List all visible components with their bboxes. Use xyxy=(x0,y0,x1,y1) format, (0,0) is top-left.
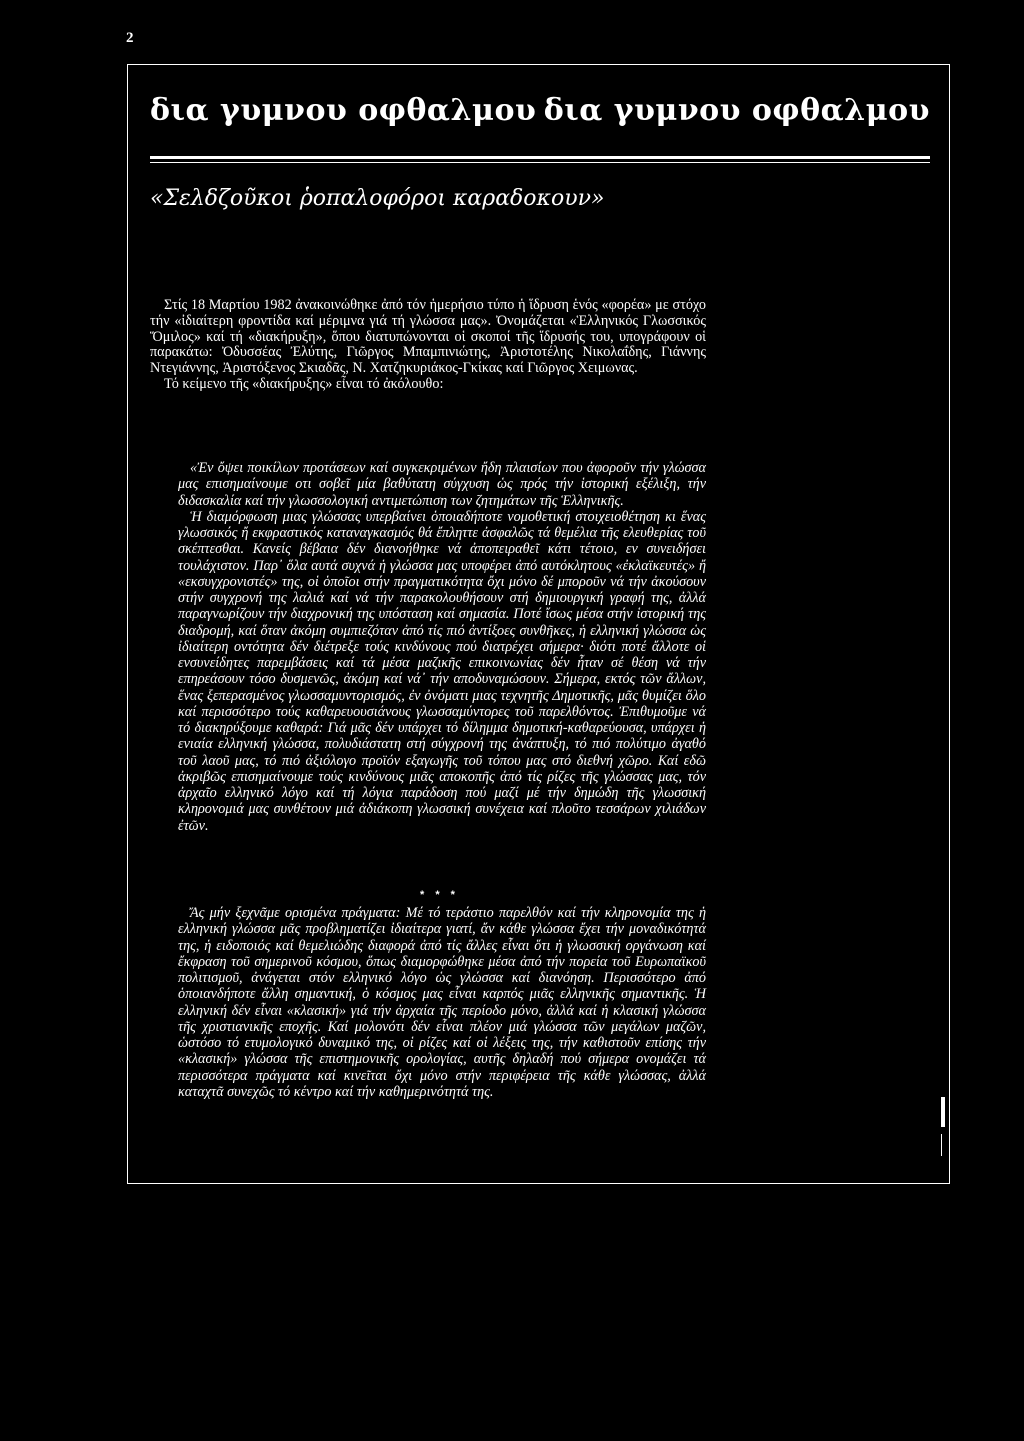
section-separator: * * * xyxy=(420,889,459,901)
masthead-rule-thin xyxy=(150,162,930,163)
margin-mark xyxy=(941,1097,945,1127)
article-headline: «Σελδζοῦκοι ῥοπαλοφόροι καραδοκουν» xyxy=(150,186,605,211)
masthead-title-left: δια γυμνου οφθαλμου xyxy=(150,92,537,128)
quote-paragraph: Ἄς μήν ξεχνᾶμε ορισμένα πράγματα: Μέ τό τεράστιο παρελθόν καί τήν κληρονομία της ἡ ελληνική γλώσσα μᾶς προβληματίζει ἰδιαίτερα γιατί, ἄν κάθε γλώσσα ἔχει τήν μοναδικότητά της, ἡ ειδοποιός καί θεμελιώδης διαφορά ἀπό τίς ἄλλες εἶναι ὅτι ἡ γλωσσική οργάνωση καί ἔκφραση τοῦ σημερινοῦ κόσμου, ὅπως διαμορφώθηκε μέσα ἀπό τήν πορεία τοῦ Ευρωπαϊκοῦ πολιτισμοῦ, ἀνάγεται στόν ελληνικό λόγο ὡς γλώσσα καί διανόηση. Περισσότερο ἀπό ὁποιανδήποτε ἄλλη σημαντική, ὁ κόσμος μας εἶναι καρπός μιᾶς ελληνικῆς σημαντικῆς. Ἡ ελληνική δέν εἶναι «κλασική» γιά τήν ἀρχαία τῆς περίοδο μόνο, ἀλλά καί ἡ κλασική γλώσσα τῆς χριστιανικῆς εποχῆς. Καί μολονότι δέν εἶναι πλέον μιά γλώσσα τῶν μεγάλων μαζῶν, ὡστόσο τό ετυμολογικό δυναμικό της, οἱ ρίζες καί οἱ λέξεις της, τήν καθιστοῦν επίσης τήν «κλασική» γλώσσα τῆς επιστημονικῆς ορολογίας, αυτῆς δηλαδή πού σήμερα ονομάζει τά περισσότερα πράγματα καί κινεῖται ὄχι μόνο στήν περιφέρεια τῆς κάθε γλώσσας, ἀλλά καταχτᾶ συνεχῶς τό κέντρο καί τήν καθημερινότητά της. xyxy=(178,905,706,1100)
declaration-quote-continued xyxy=(178,905,706,1100)
article-lead xyxy=(150,298,706,393)
lead-paragraph: Στίς 18 Μαρτίου 1982 ἀνακοινώθηκε ἀπό τόν ἡμερήσιο τύπο ἡ ἵδρυση ἑνός «φορέα» με στόχο τήν «ἰδιαίτερη φροντίδα καί μέριμνα γιά τή γλώσσα μας». Ὀνομάζεται «Ἑλληνικός Γλωσσικός Ὅμιλος» καί τή «διακήρυξη», ὅπου διατυπώνονται οἱ σκοποί τῆς ἵδρυσής του, υπογράφουν οἱ παρακάτω: Ὀδυσσέας Ἐλύτης, Γιῶργος Μπαμπινιώτης, Ἀριστοτέλης Νικολαΐδης, Γιάννης Ντεγιάννης, Ἀριστόξενος Σκιαδᾶς, Ν. Χατζηκυριάκος-Γκίκας καί Γιῶργος Χειμωνας. xyxy=(150,297,706,377)
lead-paragraph: Τό κείμενο τῆς «διακήρυξης» εἶναι τό ἀκόλουθο: xyxy=(164,375,444,392)
masthead xyxy=(150,90,930,130)
margin-mark xyxy=(941,1134,942,1156)
page-number: 2 xyxy=(126,30,134,46)
quote-paragraph: «Ἐν ὄψει ποικίλων προτάσεων καί συγκεκριμένων ἤδη πλαισίων που ἀφοροῦν τήν γλώσσα μας επισημαίνουμε οτι σοβεῖ μία βαθύτατη σύγχυση ὡς πρός τήν ἱστορική εξέλιξη, τήν διδασκαλία καί τήν γλωσσολογική αντιμετώπιση των ζητημάτων τῆς Ἑλληνικῆς. xyxy=(178,460,706,509)
quote-paragraph: Ἡ διαμόρφωση μιας γλώσσας υπερβαίνει ὁποιαδήποτε νομοθετική στοιχειοθέτηση κι ἕνας γλωσσικός ἤ εκφραστικός καταναγκασμός θά ἔπληττε ἀσφαλῶς τά θεμέλια τῆς ελευθερίας τοῦ σκέπτεσθαι. Κανείς βέβαια δέν διανοήθηκε νά ἀποπειραθεῖ κάτι τέτοιο, εν συνειδήσει τουλάχιστον. Παρ᾿ ὅλα αυτά συχνά ἡ γλώσσα μας υποφέρει ἀπό αυτόκλητους «ἐκλαϊκευτές» ἤ «εκσυγχρονιστές» της, οἱ ὁποῖοι στήν πραγματικότητα ὄχι μόνο δέ μποροῦν νά τήν ἀκούσουν στήν συγχρονή της λαλιά καί νά τήν παρακολουθήσουν στή δημιουργική γραφή της, ἀλλά παραγνωρίζουν τήν διαχρονική της υπόσταση καί σημασία. Ποτέ ἴσως μέσα στήν ἱστορική της διαδρομή, καί ὅταν ἀκόμη συμπιεζόταν ἀπό τίς πιό ἀντίξοες συνθῆκες, ἡ ελληνική γλώσσα ὡς ἰδιαίτερη οντότητα δέν διέτρεξε τούς κινδύνους πού διατρέχει σήμερα· διότι ποτέ ἄλλοτε οἱ ενσυνείδητες παρεμβάσεις καί τά μέσα μαζικῆς επικοινωνίας δέν ἦταν σέ θέση νά τήν επηρεάσουν τόσο δυσμενῶς, ἀκόμη καί νά᾿ τήν αποδυναμώσουν. Σήμερα, εκτός τῶν ἄλλων, ἕνας ξεπερασμένος γλωσσαμυντορισμός, ἐν ὀνόματι μιας τεχνητῆς Δημοτικῆς, μᾶς θυμίζει ὅλο καί περισσότερο τούς καθαρευουσιάνους γλωσσαμύντορες τοῦ παρελθόντος. Ἐπιθυμοῦμε νά τό διακηρύξουμε καθαρά: Γιά μᾶς δέν υπάρχει τό δίλημμα δημοτική-καθαρεύουσα, υπάρχει ἡ ενιαία ελληνική γλώσσα, πολυδιάστατη στή σύγχρονή της ἀνάπτυξη, τό πιό πολύτιμο ἀγαθό τοῦ λαοῦ μας, τό πιό ἀξιόλογο προϊόν εξαγωγῆς τοῦ τόπου μας στό διεθνή χῶρο. Καί εδῶ ἀκριβῶς επισημαίνουμε τούς κινδύνους μιᾶς αποκοπῆς ἀπό τίς ρίζες τῆς γλώσσας μας, τόν ἀρχαῖο ελληνικό λόγο καί τή λόγια παράδοση πού μαζί μέ τήν δημώδη τῆς γλωσσική κληρονομιά μας συνθέτουν μιά ἀδιάκοπη γλωσσική συνέχεια καί πλοῦτο τεσσάρων χιλιάδων ἐτῶν. xyxy=(178,508,706,834)
declaration-quote xyxy=(178,460,706,834)
masthead-title-right: δια γυμνου οφθαλμου xyxy=(543,92,930,128)
masthead-rule-thick xyxy=(150,156,930,159)
